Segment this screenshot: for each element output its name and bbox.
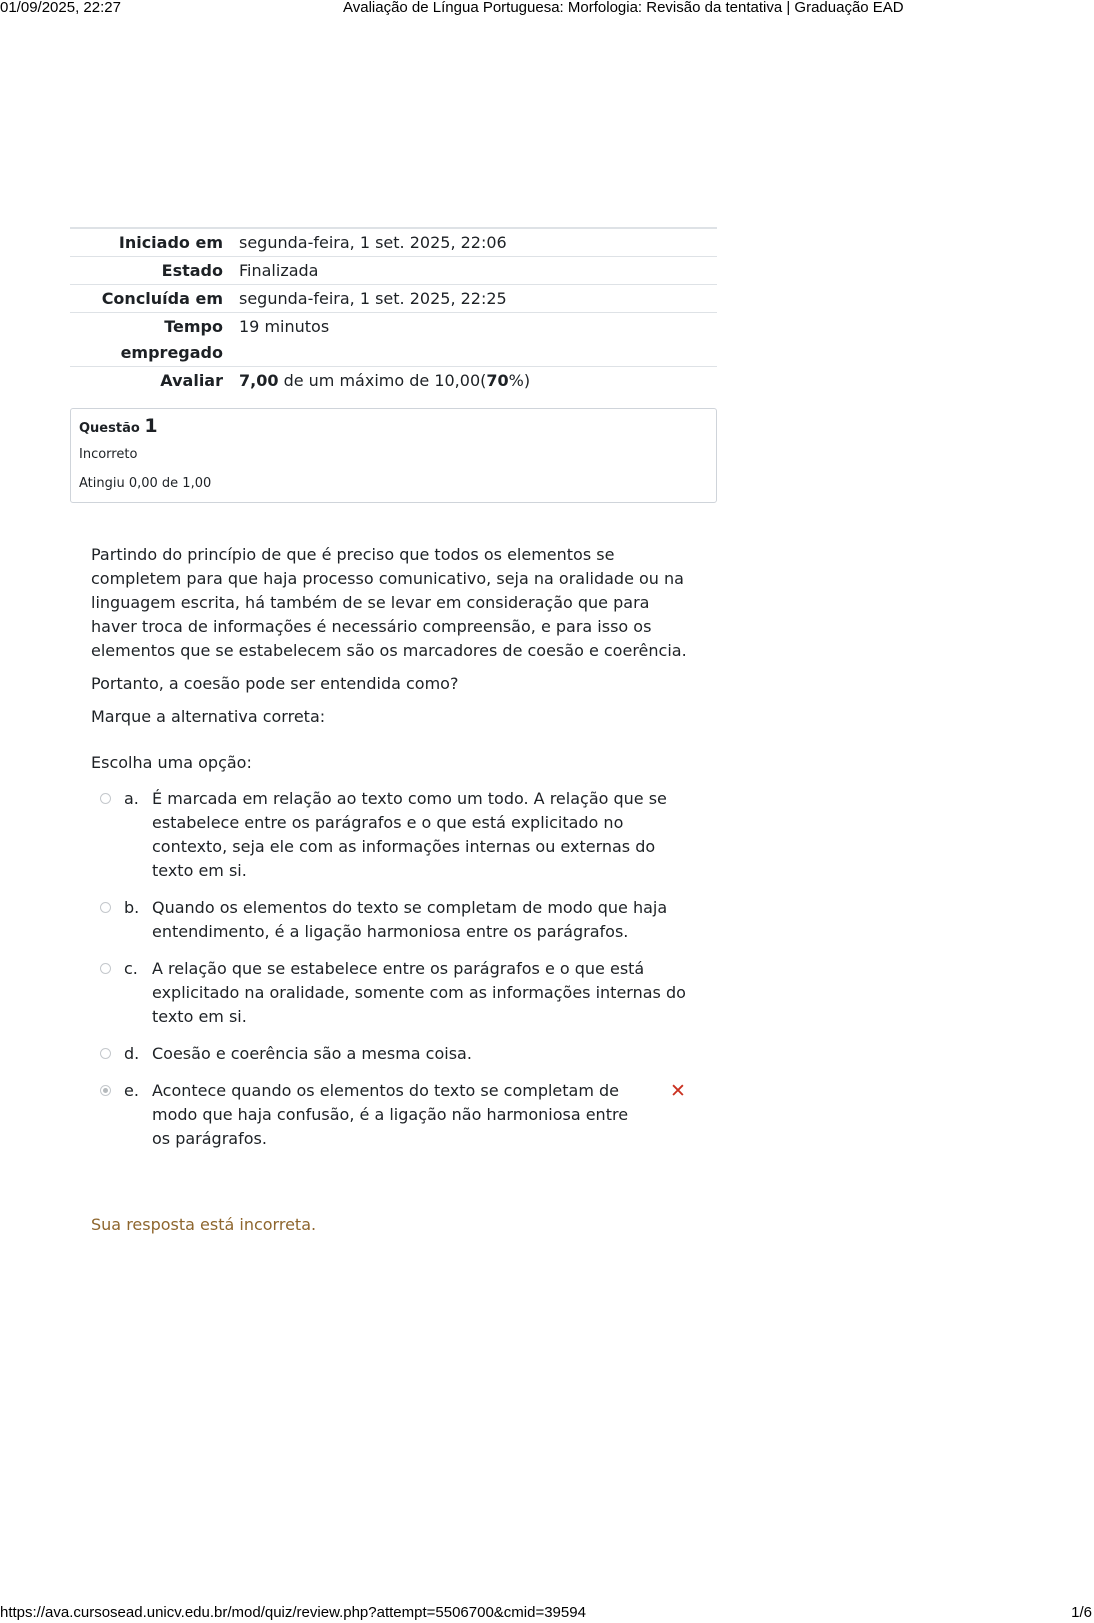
print-footer — [0, 1604, 1094, 1622]
answer-options — [98, 787, 698, 1164]
summary-row-state — [70, 256, 717, 284]
summary-value: Finalizada — [239, 261, 319, 280]
summary-label: Concluída em — [101, 289, 223, 308]
summary-row-grade — [70, 366, 717, 394]
answer-option-e[interactable] — [98, 1079, 698, 1151]
print-page-title: Avaliação de Língua Portuguesa: Morfologia: Revisão da tentativa | Graduação EAD — [343, 0, 904, 16]
question-grade: Atingiu 0,00 de 1,00 — [79, 476, 212, 491]
print-url: https://ava.cursosead.unicv.edu.br/mod/quiz/review.php?attempt=5506700&cmid=39594 — [0, 1604, 586, 1621]
radio-button[interactable] — [100, 1048, 111, 1059]
grade-score: 7,00 — [239, 371, 279, 390]
option-letter: e. — [124, 1081, 139, 1100]
summary-value: 19 minutos — [239, 317, 330, 336]
choose-option-prompt: Escolha uma opção: — [91, 753, 252, 772]
option-letter: d. — [124, 1044, 140, 1063]
summary-row-started — [70, 227, 717, 256]
summary-label: Estado — [161, 261, 223, 280]
answer-option-c[interactable] — [98, 957, 698, 1029]
summary-value: segunda-feira, 1 set. 2025, 22:25 — [239, 289, 507, 308]
summary-value: segunda-feira, 1 set. 2025, 22:06 — [239, 233, 507, 252]
option-text: A relação que se estabelece entre os parágrafos e o que está explicitado na oralidade, somente com as informações internas do texto em si. — [152, 959, 686, 1026]
summary-value — [239, 367, 717, 394]
radio-button[interactable] — [100, 963, 111, 974]
option-letter: b. — [124, 898, 140, 917]
print-header — [0, 0, 1094, 17]
answer-feedback: Sua resposta está incorreta. — [91, 1215, 317, 1234]
summary-label: Tempo empregado — [120, 317, 223, 362]
option-text: Quando os elementos do texto se completam de modo que haja entendimento, é a ligação harmoniosa entre os parágrafos. — [152, 898, 668, 941]
radio-button-selected[interactable] — [100, 1085, 111, 1096]
question-paragraph: Marque a alternativa correta: — [91, 707, 326, 726]
question-number — [79, 415, 158, 437]
option-text: Coesão e coerência são a mesma coisa. — [152, 1044, 472, 1063]
answer-option-d[interactable] — [98, 1042, 698, 1066]
question-number-value: 1 — [144, 415, 158, 437]
print-date: 01/09/2025, 22:27 — [0, 0, 121, 16]
question-paragraph: Partindo do princípio de que é preciso que todos os elementos se completem para que haja processo comunicativo, seja na oralidade ou na linguagem escrita, há também de se levar em consideração que para haver troca de informações é necessário compreensão, e para isso os elementos que se estabelecem são os marcadores de coesão e coerência. — [91, 545, 687, 660]
option-text: Acontece quando os elementos do texto se completam de modo que haja confusão, é a ligação não harmoniosa entre os parágrafos. — [152, 1081, 629, 1148]
question-info-box — [70, 408, 717, 503]
radio-button[interactable] — [100, 793, 111, 804]
answer-option-a[interactable] — [98, 787, 698, 883]
grade-percent: 70 — [486, 371, 509, 390]
question-text — [91, 543, 691, 738]
radio-button[interactable] — [100, 902, 111, 913]
option-text: É marcada em relação ao texto como um todo. A relação que se estabelece entre os parágrafos e o que está explicitado no contexto, seja ele com as informações internas ou externas do texto em si. — [152, 789, 667, 880]
summary-row-completed — [70, 284, 717, 312]
summary-label: Iniciado em — [118, 233, 223, 252]
answer-option-b[interactable] — [98, 896, 698, 944]
print-page-number: 1/6 — [1071, 1604, 1092, 1621]
question-label: Questão — [79, 421, 140, 436]
grade-max: de um máximo de 10,00( — [278, 371, 487, 390]
summary-label: Avaliar — [160, 371, 223, 390]
question-state: Incorreto — [79, 447, 138, 462]
attempt-summary-table — [70, 227, 717, 394]
grade-suffix: %) — [508, 371, 531, 390]
option-letter: a. — [124, 789, 139, 808]
option-letter: c. — [124, 959, 138, 978]
question-paragraph: Portanto, a coesão pode ser entendida como? — [91, 674, 459, 693]
incorrect-icon: ✕ — [670, 1080, 686, 1102]
summary-row-time — [70, 312, 717, 366]
